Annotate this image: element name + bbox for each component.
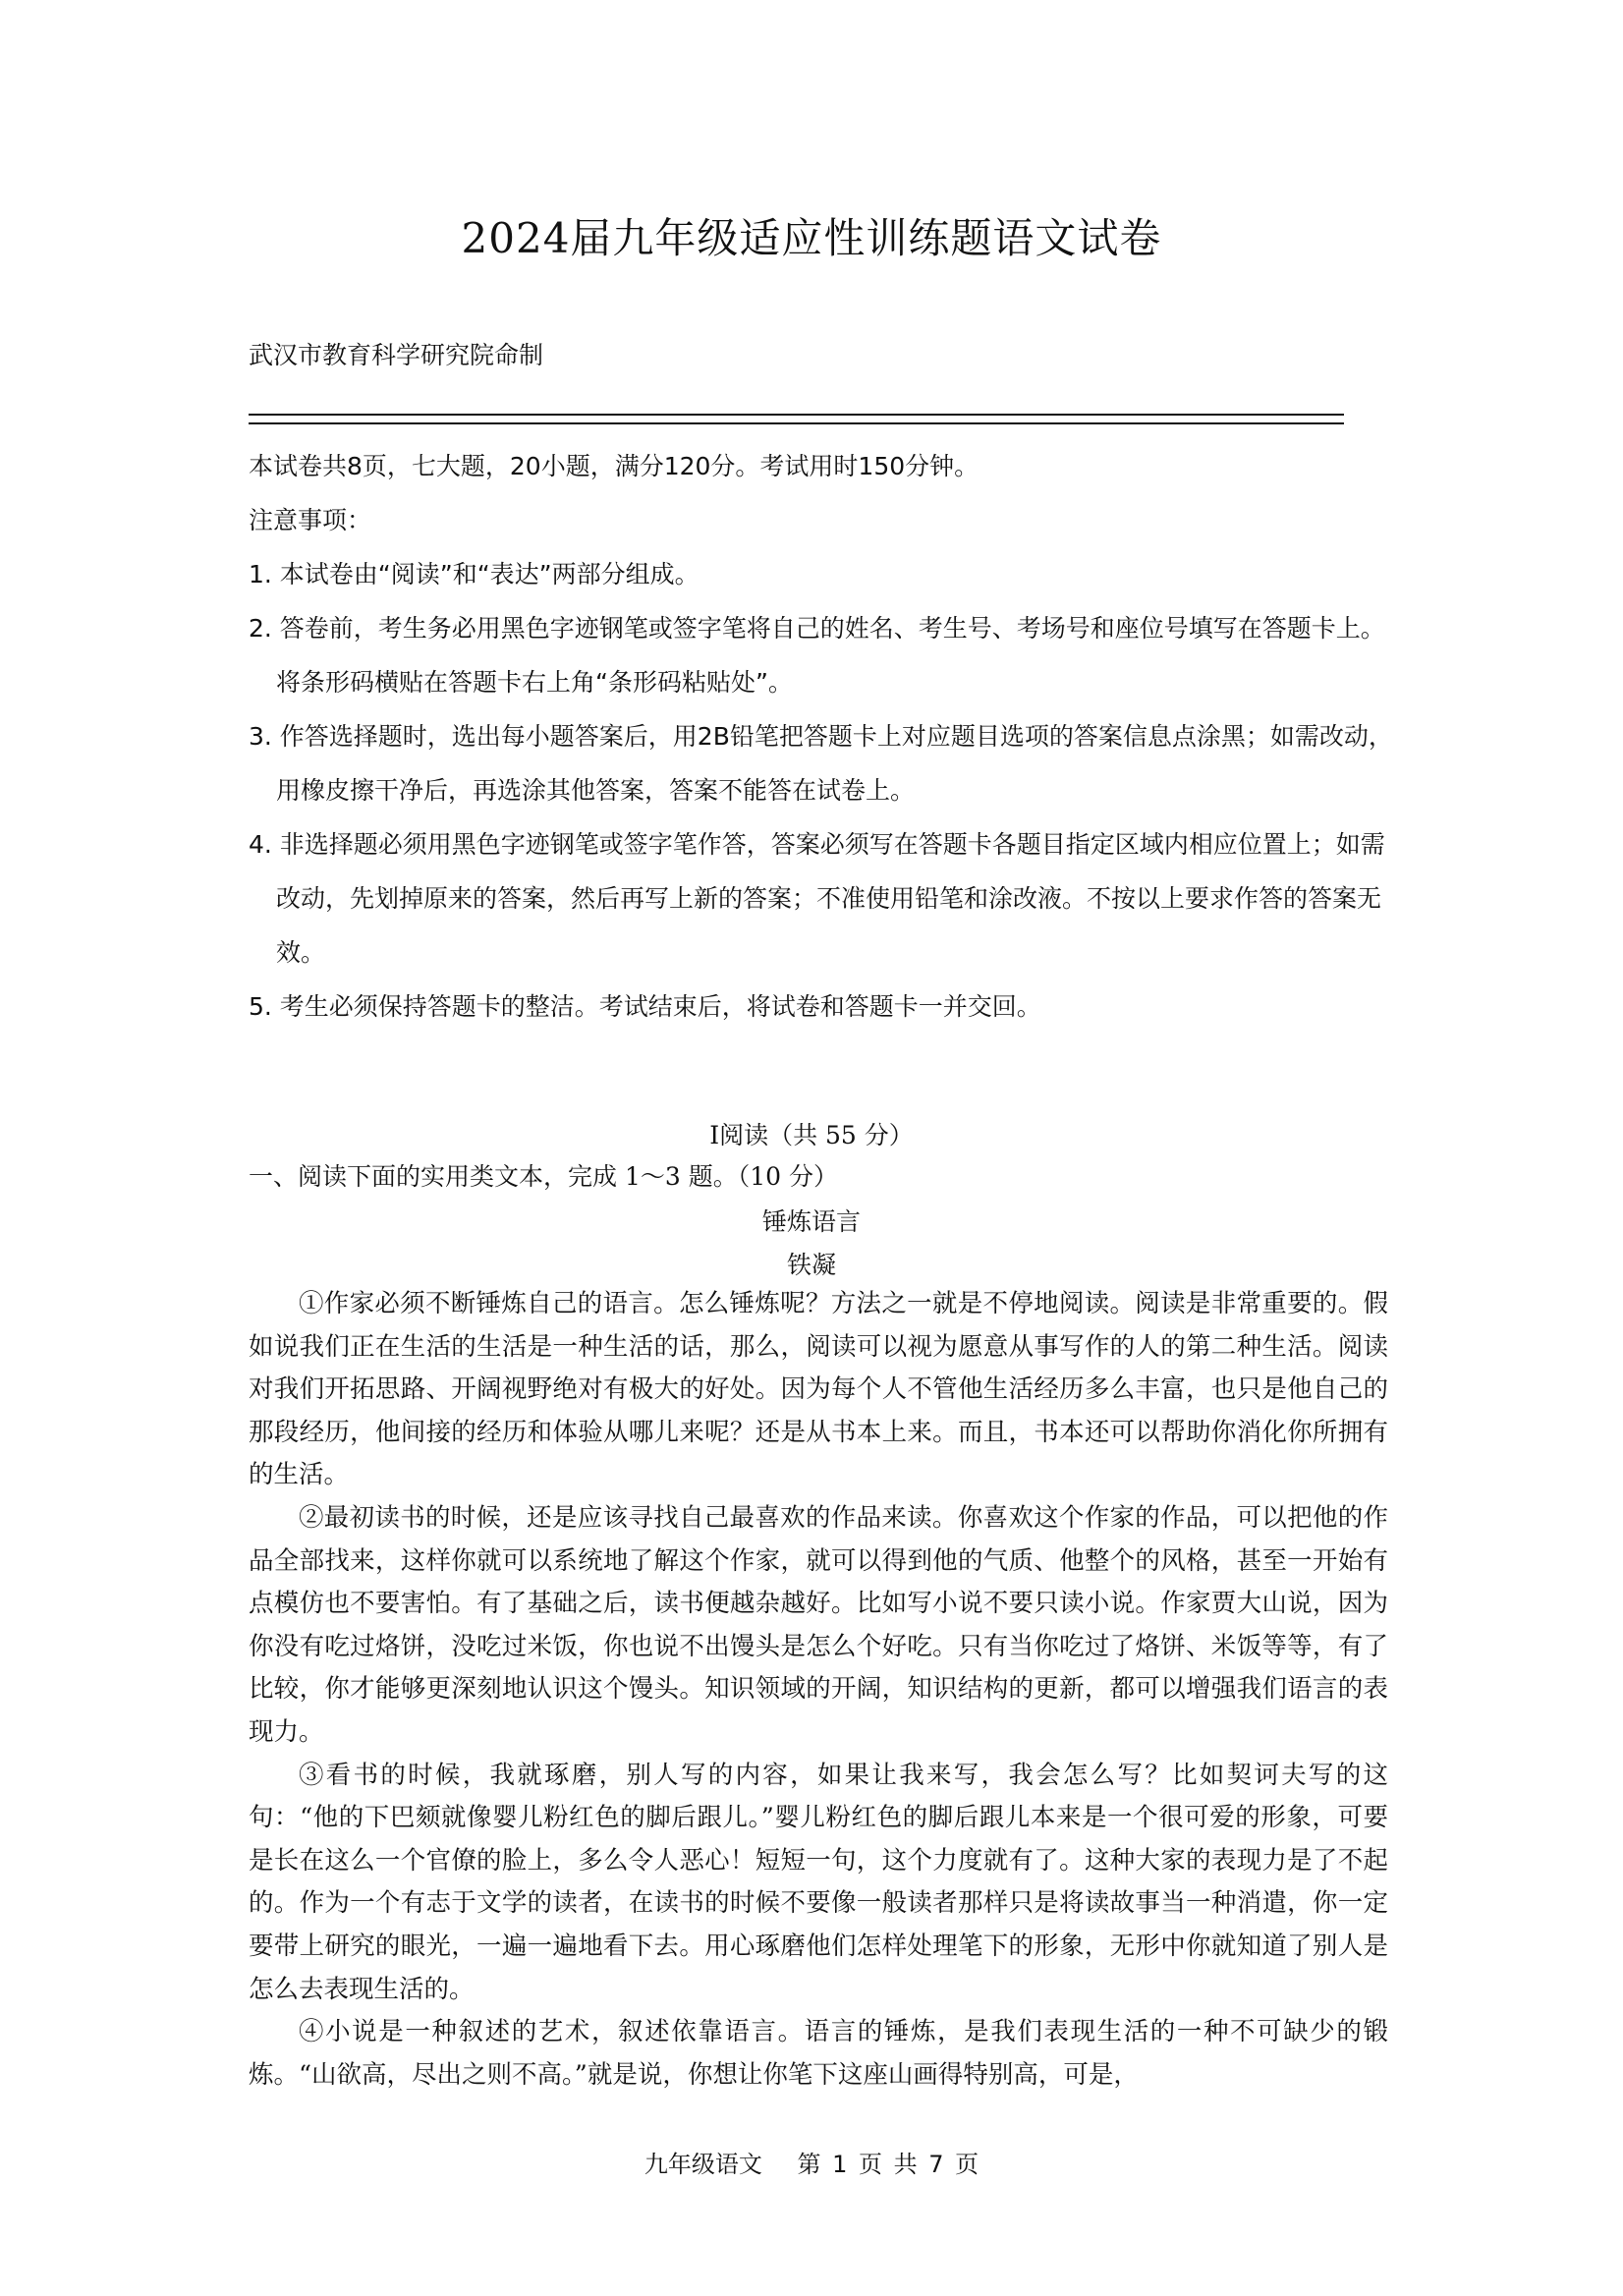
article-paragraph: ①作家必须不断锤炼自己的语言。怎么锤炼呢？方法之一就是不停地阅读。阅读是非常重要的。假如说我们正在生活的生活是一种生活的话，那么，阅读可以视为愿意从事写作的人的第二种生活。阅读对我们开拓思路、开阔视野绝对有极大的好处。因为每个人不管他生活经历多么丰富，也只是他自己的那段经历，他间接的经历和体验从哪儿来呢？还是从书本上来。而且，书本还可以帮助你消化你所拥有的生活。 (249, 1289, 1388, 1490)
article-author: 铁凝 (786, 1251, 836, 1279)
instruction-item: 2. 答卷前，考生务必用黑色字迹钢笔或签字笔将自己的姓名、考生号、考场号和座位号填写在答题卡上。将条形码横贴在答题卡右上角“条形码粘贴处”。 (249, 614, 1385, 697)
instructions-block (249, 439, 1393, 1034)
exam-summary: 本试卷共8页，七大题，20小题，满分120分。考试用时150分钟。 (249, 452, 979, 480)
article-paragraph: ④小说是一种叙述的艺术，叙述依靠语言。语言的锤炼，是我们表现生活的一种不可缺少的锻炼。“山欲高，尽出之则不高。”就是说，你想让你笔下这座山画得特别高，可是， (249, 2017, 1388, 2090)
article-paragraph: ②最初读书的时候，还是应该寻找自己最喜欢的作品来读。你喜欢这个作家的作品，可以把他的作品全部找来，这样你就可以系统地了解这个作家，就可以得到他的气质、他整个的风格，甚至一开始有点模仿也不要害怕。有了基础之后，读书便越杂越好。比如写小说不要只读小说。作家贾大山说，因为你没有吃过烙饼，没吃过米饭，你也说不出馒头是怎么个好吃。只有当你吃过了烙饼、米饭等等，有了比较，你才能够更深刻地认识这个馒头。知识领域的开阔，知识结构的更新，都可以增强我们语言的表现力。 (249, 1502, 1388, 1747)
instruction-item: 1. 本试卷由“阅读”和“表达”两部分组成。 (249, 560, 700, 588)
page-footer: 九年级语文 第 1 页 共 7 页 (644, 2151, 979, 2178)
article-title: 锤炼语言 (761, 1207, 861, 1236)
section-heading: Ⅰ阅读（共 55 分） (709, 1121, 914, 1149)
instruction-item: 4. 非选择题必须用黑色字迹钢笔或签字笔作答，答案必须写在答题卡各题目指定区域内相应位置上；如需改动，先划掉原来的答案，然后再写上新的答案；不准使用铅笔和涂改液。不按以上要求作答的答案无效。 (249, 830, 1385, 967)
instruction-item: 3. 作答选择题时，选出每小题答案后，用2B铅笔把答题卡上对应题目选项的答案信息点涂黑；如需改动，用橡皮擦干净后，再选涂其他答案，答案不能答在试卷上。 (249, 722, 1393, 805)
article-paragraph: ③看书的时候，我就琢磨，别人写的内容，如果让我来写，我会怎么写？比如契诃夫写的这句：“他的下巴颏就像婴儿粉红色的脚后跟儿。”婴儿粉红色的脚后跟儿本来是一个很可爱的形象，可要是长在这么一个官僚的脸上，多么令人恶心！短短一句，这个力度就有了。这种大家的表现力是了不起的。作为一个有志于文学的读者，在读书的时候不要像一般读者那样只是将读故事当一种消遣，你一定要带上研究的眼光，一遍一遍地看下去。用心琢磨他们怎样处理笔下的形象，无形中你就知道了别人是怎么去表现生活的。 (249, 1760, 1388, 2004)
issuer-line: 武汉市教育科学研究院命制 (249, 341, 544, 369)
divider-bottom (249, 422, 1344, 424)
page-title: 2024届九年级适应性训练题语文试卷 (461, 214, 1162, 262)
article-body (249, 1283, 1388, 2097)
question-heading: 一、阅读下面的实用类文本，完成 1～3 题。（10 分） (249, 1162, 838, 1191)
instruction-item: 5. 考生必须保持答题卡的整洁。考试结束后，将试卷和答题卡一并交回。 (249, 992, 1041, 1021)
divider-top (249, 414, 1344, 416)
notice-label: 注意事项： (249, 506, 372, 534)
